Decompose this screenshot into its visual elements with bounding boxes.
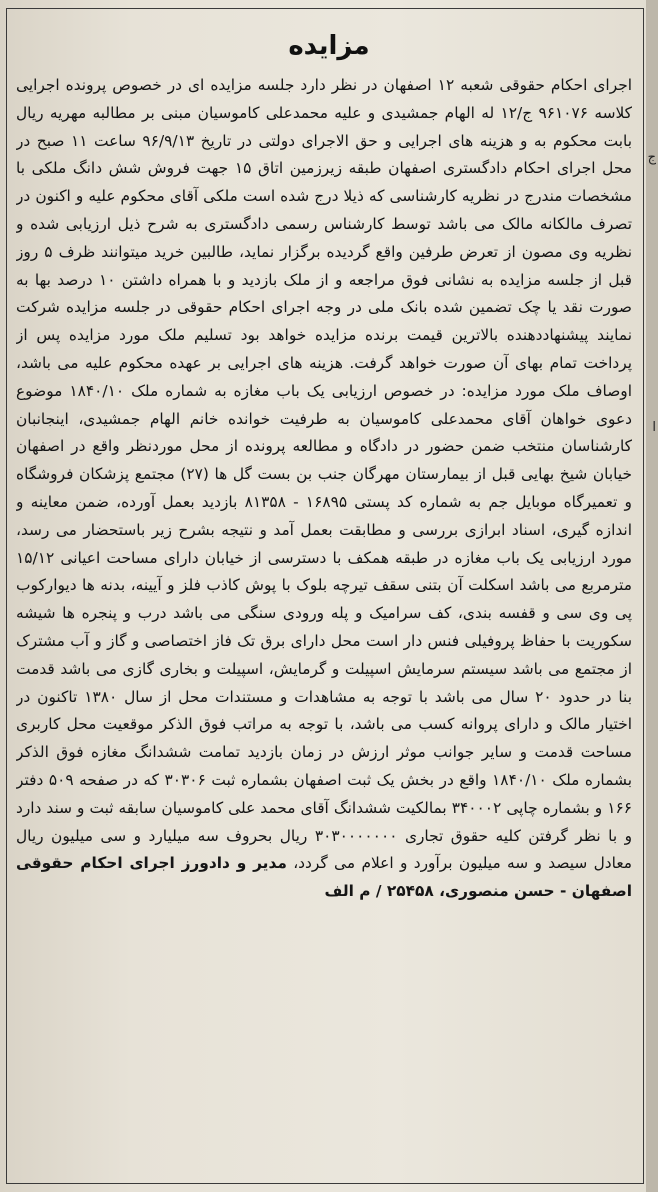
notice-signature: مدیر و دادورز اجرای احکام حقوقی اصفهان - حسن منصوری، ۲۵۴۵۸ / م الف xyxy=(16,854,632,901)
notice-body xyxy=(16,72,632,1182)
notice-text: اجرای احکام حقوقی شعبه ۱۲ اصفهان در نظر دارد جلسه مزایده ای در خصوص پرونده اجرایی کلاسه ۹۶۱۰۷۶ ج/۱۲ له الهام جمشیدی و علیه محمدعلی کاموسیان مبنی بر مطالبه مهریه ریال بابت محکوم به و هزینه های اجرایی و حق الاجرای دولتی در تاریخ ۹۶/۹/۱۳ ساعت ۱۱ صبح در محل اجرای احکام دادگستری اصفهان طبقه زیرزمین اتاق ۱۵ جهت فروش شش دانگ ملکی با مشخصات مندرج در نظریه کارشناسی که ذیلا درج شده است ملکی آقای محکوم علیه و اکنون در تصرف مالکانه مالک می باشد توسط کارشناس رسمی دادگستری به شرح ذیل ارزیابی شده و نظریه وی مصون از تعرض طرفین واقع گردیده برگزار نماید، طالبین خرید میتوانند ظرف ۵ روز قبل از جلسه مزایده به نشانی فوق مراجعه و از ملک بازدید و با همراه داشتن ۱۰ درصد بها به صورت نقد یا چک تضمین شده بانک ملی در وجه اجرای احکام حقوقی در جلسه مزایده شرکت نمایند پیشنهاددهنده بالاترین قیمت برنده مزایده خواهد بود تسلیم ملک مورد مزایده پس از پرداخت تمام بهای آن صورت خواهد گرفت. هزینه های اجرایی بر عهده محکوم علیه می باشد، اوصاف ملک مورد مزایده: در خصوص ارزیابی یک باب مغازه به شماره ملک ۱۸۴۰/۱۰ موضوع دعوی خواهان آقای محمدعلی کاموسیان به طرفیت خوانده خانم الهام جمشیدی، اینجانبان کارشناسان منتخب ضمن حضور در دادگاه و مطالعه پرونده از محل موردنظر واقع در اصفهان خیابان شیخ بهایی قبل از بیمارستان مهرگان جنب بن بست گل ها (۲۷) مجتمع پزشکان فروشگاه و تعمیرگاه موبایل جم به شماره کد پستی ۱۶۸۹۵ - ۸۱۳۵۸ بازدید بعمل آورده، ضمن معاینه و اندازه گیری، اسناد ابرازی بررسی و مطابقت بعمل آمد و نتیجه بشرح زیر باستحضار می رسد، مورد ارزیابی یک باب مغازه در طبقه همکف با دسترسی از خیابان دارای مساحت اعیانی ۱۵/۱۲ مترمربع می باشد اسکلت آن بتنی سقف تیرچه بلوک با پوش کاذب فلز و آیینه، بدنه ها دیوارکوب پی وی سی و قفسه بندی، کف سرامیک و پله ورودی سنگی می باشد درب و پنجره ها شیشه سکوریت با حفاظ پروفیلی فنس دار است محل دارای برق تک فاز اختصاصی و گاز و آب مشترک از مجتمع می باشد سیستم سرمایش اسپیلت و گرمایش، اسپیلت و بخاری گازی می باشد قدمت بنا در حدود ۲۰ سال می باشد با توجه به مشاهدات و مستندات محل از سال ۱۳۸۰ تاکنون در اختیار مالک و دارای پروانه کسب می باشد، با توجه به مراتب فوق الذکر موقعیت محل کاربری مساحت قدمت و سایر جوانب موثر ارزش در زمان بازدید تمامت ششدانگ مغازه فوق الذکر بشماره ملک ۱۸۴۰/۱۰ واقع در بخش یک ثبت اصفهان بشماره ثبت ۳۰۳۰۶ که در صفحه ۵۰۹ دفتر ۱۶۶ و بشماره چاپی ۳۴۰۰۰۲ بمالکیت ششدانگ آقای محمد علی کاموسیان سابقه ثبت و سند دارد و با نظر گرفتن کلیه حقوق تجاری ۳۰۳۰۰۰۰۰۰۰ ریال بحروف سه میلیارد و سی میلیون ریال معادل سیصد و سه میلیون برآورد و اعلام می گردد، xyxy=(16,76,632,873)
notice-title: مزایده xyxy=(288,31,370,61)
adjacent-column-strip xyxy=(646,0,658,1192)
adjacent-column-fragment: ج xyxy=(647,150,656,165)
adjacent-column-fragment: ا xyxy=(652,420,656,435)
